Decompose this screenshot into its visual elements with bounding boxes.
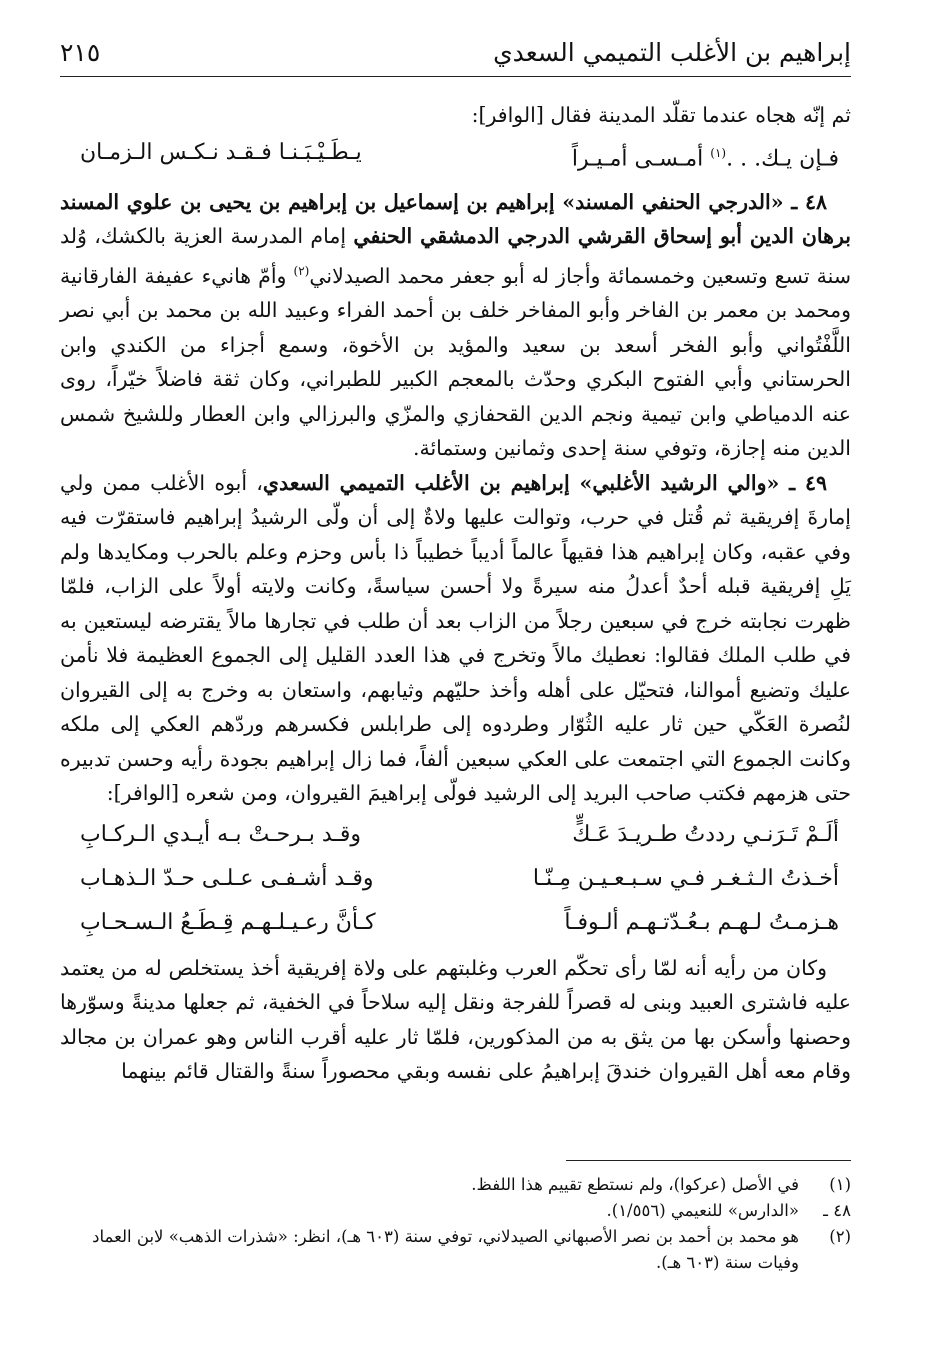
- intro-line: ثم إنّه هجاه عندما تقلّد المدينة فقال [الوافر]:: [471, 103, 851, 127]
- poem-second-hemistich: كـأنَّ رعـيـلـهـم قِـطَـعُ الـسـحـابِ: [80, 909, 376, 935]
- poem-first-hemistich: أخـذتُ الـثـغـر فـي سـبـعـيـن مِـنّـا: [532, 865, 839, 891]
- footnote: [60, 1224, 851, 1276]
- footnotes: [60, 1172, 851, 1276]
- entry-48-text-a: إمام المدرسة العزية بالكشك، وُلد سنة تسع وتسعين وخمسمائة وأجاز له أبو جعفر محمد الصيدلاني: [60, 224, 851, 288]
- footnote-text: «الدارس» للنعيمي (١/٥٥٦).: [606, 1201, 799, 1220]
- running-title: إبراهيم بن الأغلب التميمي السعدي: [493, 38, 851, 67]
- poem-second-hemistich: وقـد بـرحـتْ بـه أيـدي الـركـابِ: [80, 821, 362, 847]
- entry-48-text-b: وأمّ هانيء عفيفة الفارقانية ومحمد بن معمر بن الفاخر وأبو المفاخر خلف بن أحمد الفراء وعبيد الله بن محمد بن أبي نصر اللَّفْتُواني وأبو الفخر أسعد بن سعيد والمؤيد بن الأخوة، وسمع أجزاء من الكندي وابن الحرستاني وأبي الفتوح البكري وحدّث بالمعجم الكبير للطبراني، وكان ثقة فاضلاً خيّراً، روى عنه الدمياطي وابن تيمية ونجم الدين القحفازي والمزّي والبرزالي وابن العطار وللشيخ شمس الدين منه إجازة، وتوفي سنة إحدى وثمانين وستمائة.: [60, 263, 851, 461]
- footnote-number: ٤٨ ـ: [823, 1201, 851, 1220]
- entry-48: [60, 185, 851, 466]
- poem-first-hemistich: هـزمـتُ لـهـم بـعُـدّتـهـم ألـوفـاً: [564, 909, 839, 935]
- poem-verse: [60, 901, 851, 945]
- poem-verse: [60, 813, 851, 857]
- closing-paragraph: وكان من رأيه أنه لمّا رأى تحكّم العرب وغلبتهم على ولاة إفريقية أخذ يستخلص له من يعتمد عليه فاشترى العبيد وبنى له قصراً للفرجة ونقل إليه سلاحاً في الخفية، ثم جعلها مدينةً وسوّرها وحصنها وأسكن بها من يثق به من المذكورين، فلمّا ثار عليه أقرب الناس وهو عمران بن مجالد وقام معه أهل القيروان خندقَ إبراهيمُ على نفسه وبقي محصوراً سنةً والقتال قائم بينهما: [60, 955, 851, 1084]
- verse-first-rest: أمـسـى أمـيـراً: [571, 145, 704, 171]
- entry-48-heading: ٤٨ ـ «الدرجي الحنفي المسند» إبراهيم بن إسماعيل بن إبراهيم بن يحيى بن علوي المسند برهان الدين أبو إسحاق القرشي الدرجي الدمشقي الحنفي: [60, 189, 851, 249]
- footnote: [60, 1198, 851, 1224]
- poem-first-hemistich: ألَـمْ تَـرَنـي رددتُ طـريـدَ عَـكٍّ: [572, 821, 839, 847]
- poem-second-hemistich: وقـد أشـفـى عـلـى حـدّ الـذهـاب: [80, 865, 374, 891]
- footnote-number: (١): [829, 1175, 851, 1194]
- main-text: [60, 98, 851, 1089]
- poem: [60, 813, 851, 945]
- page-header: [60, 32, 851, 77]
- footnote-text: في الأصل (عركوا)، ولم نستطع تقييم هذا اللفظ.: [471, 1175, 799, 1194]
- verse-first-part: فـإن يـك. . .: [726, 145, 839, 171]
- entry-49-text: ، أبوه الأغلب ممن ولي إمارةَ إفريقية ثم قُتل في حرب، وتوالت عليها ولاةٌ إلى أن ولّى الرشيدُ إبراهيم فاستقرّت فيه وفي عقبه، وكان إبراهيم هذا فقيهاً عالماً أديباً خطيباً ذا بأس وحزم وعلم بالحرب ومكايدها ولم يَلِ إفريقية قبله أحدٌ أعدلُ منه سيرةً ولا أحسن سياسةً، وكانت ولايته أولاً على الزاب، فلمّا ظهرت نجابته خرج في سبعين رجلاً من الزاب بعد أن طلب في تجارها مالاً يقترضه ليستعين به في طلب الملك فقالوا: نعطيك مالاً وتخرج في هذا العدد القليل إلى الجموع العظيمة فلا نأمن عليك وتضيع أموالنا، فتحيّل على أهله وأخذ حليّهم وثيابهم، واستعان به وخرج به إلى القيروان لنُصرة العَكّي حين ثار عليه الثُوّار وطردوه إلى طرابلس فكسرهم وردّهم العكي إلى ملكه وكانت الجموع التي اجتمعت على العكي سبعين ألفاً، فما زال إبراهيم بجودة رأيه وحسن تدبيره حتى هزمهم فكتب صاحب البريد إلى الرشيد فولّى إبراهيمَ القيروان، ومن شعره [الوافر]:: [60, 470, 851, 806]
- poem-verse: [60, 857, 851, 901]
- verse-second-hemistich: يـطَـيْـبَـنـا فـقـد نـكـس الـزمـان: [80, 139, 362, 165]
- footnote-ref-2[interactable]: (٢): [293, 263, 310, 278]
- footnote-text: هو محمد بن أحمد بن نصر الأصبهاني الصيدلاني، توفي سنة (٦٠٣ هـ)، انظر: «شذرات الذهب» لابن العماد وفيات سنة (٦٠٣ هـ).: [92, 1227, 799, 1272]
- entry-49-heading: ٤٩ ـ «والي الرشيد الأغلبي» إبراهيم بن الأغلب التميمي السعدي: [262, 470, 828, 495]
- verse-first-hemistich: [475, 133, 839, 179]
- entry-49: [60, 466, 851, 811]
- footnote-ref-1[interactable]: (١): [710, 145, 727, 160]
- page-number: ٢١٥: [60, 38, 101, 67]
- verse-line: [60, 133, 851, 179]
- book-page: [60, 0, 851, 1370]
- footnote-separator: [566, 1160, 851, 1161]
- footnote: [60, 1172, 851, 1198]
- footnote-number: (٢): [829, 1227, 851, 1246]
